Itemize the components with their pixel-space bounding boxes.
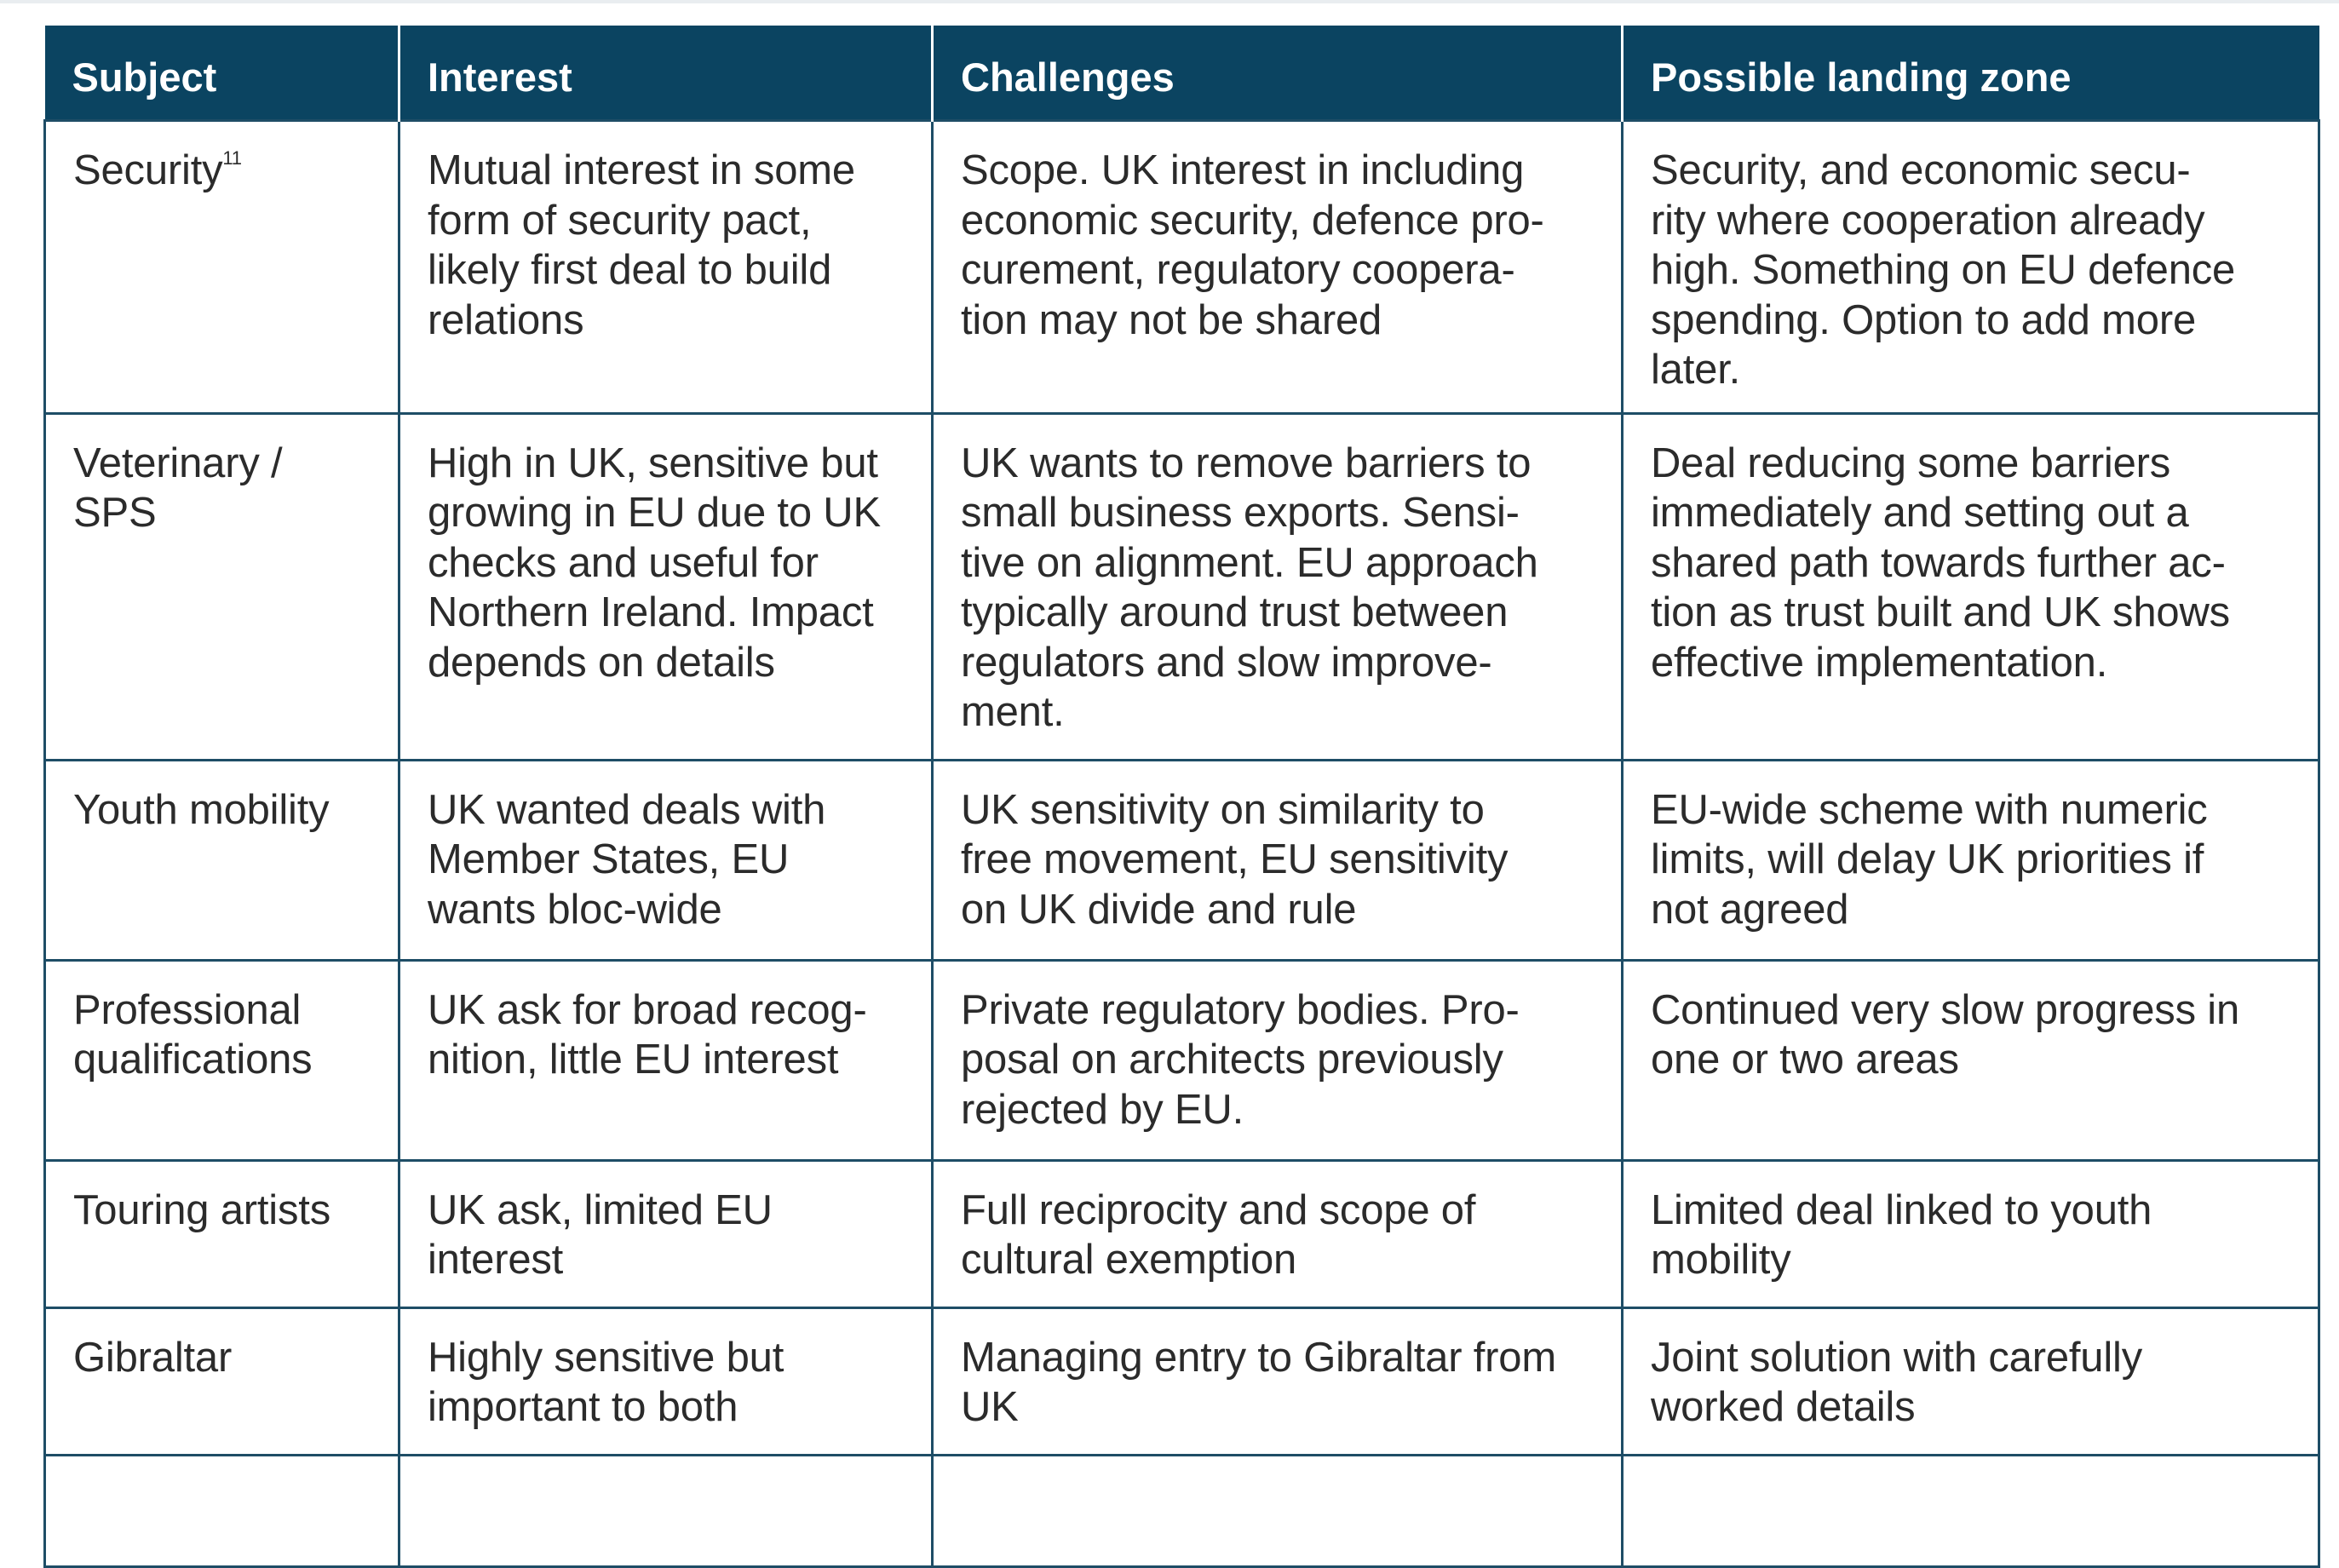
text-line: important to both	[428, 1384, 738, 1430]
challenges-cell	[933, 413, 1623, 760]
subject-cell	[45, 760, 399, 960]
column-header-landing-zone: Possible landing zone	[1623, 26, 2319, 121]
text-line: growing in EU due to UK	[428, 490, 881, 536]
text-line: relations	[428, 296, 584, 343]
subject-text: Touring artists	[73, 1186, 331, 1233]
text-line: UK	[961, 1384, 1019, 1430]
text-line: immediately and setting out a	[1651, 490, 2189, 536]
top-divider	[0, 0, 2339, 3]
subject-text: qualifications	[73, 1037, 313, 1083]
text-line: regulators and slow improve-	[961, 639, 1492, 686]
text-line: High in UK, sensitive but	[428, 439, 878, 486]
text-line: rejected by EU.	[961, 1086, 1244, 1133]
text-line: not agreed	[1651, 886, 1849, 933]
text-line: interest	[428, 1237, 564, 1283]
text-line: later.	[1651, 347, 1741, 393]
text-line: UK sensitivity on similarity to	[961, 786, 1485, 833]
text-line: Managing entry to Gibraltar from	[961, 1334, 1556, 1381]
landing-zone-cell	[1623, 760, 2319, 960]
text-line: mobility	[1651, 1237, 1791, 1283]
text-line: tive on alignment. EU approach	[961, 539, 1538, 586]
text-line: tion may not be shared	[961, 296, 1382, 343]
table-header-row	[45, 26, 2319, 121]
text-line: checks and useful for	[428, 539, 819, 586]
footnote-marker: 11	[222, 146, 242, 169]
subject-cell	[45, 1307, 399, 1455]
challenges-cell	[933, 760, 1623, 960]
table-row	[45, 760, 2319, 960]
text-line: high. Something on EU defence	[1651, 247, 2236, 293]
interest-cell	[399, 1160, 933, 1307]
text-line: wants bloc-wide	[428, 886, 722, 933]
text-line: free movement, EU sensitivity	[961, 836, 1509, 882]
subject-text: Gibraltar	[73, 1334, 233, 1381]
text-line: ment.	[961, 689, 1065, 735]
text-line: Security, and economic secu-	[1651, 147, 2191, 193]
subject-text: SPS	[73, 490, 157, 536]
text-line: Mutual interest in some	[428, 147, 855, 193]
text-line: depends on details	[428, 639, 775, 686]
subject-cell	[45, 1455, 399, 1566]
text-line: cultural exemption	[961, 1237, 1297, 1283]
landing-zone-cell	[1623, 960, 2319, 1160]
text-line: UK ask for broad recog-	[428, 986, 867, 1033]
interest-cell	[399, 1455, 933, 1566]
text-line: small business exports. Sensi-	[961, 490, 1520, 536]
landing-zone-cell	[1623, 1160, 2319, 1307]
table-row	[45, 960, 2319, 1160]
interest-cell	[399, 121, 933, 414]
text-line: likely first deal to build	[428, 247, 832, 293]
challenges-cell	[933, 121, 1623, 414]
subject-cell	[45, 121, 399, 414]
landing-zone-cell	[1623, 413, 2319, 760]
text-line: Northern Ireland. Impact	[428, 589, 874, 635]
landing-zone-cell	[1623, 1307, 2319, 1455]
text-line: Member States, EU	[428, 836, 790, 882]
challenges-cell	[933, 960, 1623, 1160]
text-line: typically around trust between	[961, 589, 1509, 635]
text-line: on UK divide and rule	[961, 886, 1357, 933]
table-row-cut-off	[45, 1455, 2319, 1566]
column-header-challenges: Challenges	[933, 26, 1623, 121]
text-line: rity where cooperation already	[1651, 197, 2205, 244]
text-line: UK wants to remove barriers to	[961, 439, 1532, 486]
text-line: posal on architects previously	[961, 1037, 1503, 1083]
text-line: UK ask, limited EU	[428, 1186, 773, 1233]
text-line: EU-wide scheme with numeric	[1651, 786, 2208, 833]
interest-cell	[399, 960, 933, 1160]
text-line: Scope. UK interest in including	[961, 147, 1525, 193]
text-line: worked details	[1651, 1384, 1916, 1430]
text-line: Private regulatory bodies. Pro-	[961, 986, 1520, 1033]
subject-cell	[45, 1160, 399, 1307]
text-line: Highly sensitive but	[428, 1334, 784, 1381]
text-line: shared path towards further ac-	[1651, 539, 2226, 586]
comparison-table	[43, 26, 2320, 1568]
text-line: one or two areas	[1651, 1037, 1959, 1083]
table-row	[45, 1307, 2319, 1455]
text-line: Full reciprocity and scope of	[961, 1186, 1476, 1233]
text-line: effective implementation.	[1651, 639, 2108, 686]
text-line: limits, will delay UK priorities if	[1651, 836, 2204, 882]
subject-cell	[45, 960, 399, 1160]
subject-text: Professional	[73, 986, 302, 1033]
column-header-interest: Interest	[399, 26, 933, 121]
landing-zone-cell	[1623, 1455, 2319, 1566]
subject-text: Veterinary /	[73, 439, 283, 486]
table-row	[45, 121, 2319, 414]
challenges-cell	[933, 1455, 1623, 1566]
text-line: UK wanted deals with	[428, 786, 826, 833]
interest-cell	[399, 760, 933, 960]
text-line: Continued very slow progress in	[1651, 986, 2240, 1033]
text-line: tion as trust built and UK shows	[1651, 589, 2230, 635]
text-line: Limited deal linked to youth	[1651, 1186, 2152, 1233]
subject-cell	[45, 413, 399, 760]
subject-text: Security	[73, 147, 223, 193]
interest-cell	[399, 413, 933, 760]
challenges-cell	[933, 1307, 1623, 1455]
text-line: economic security, defence pro-	[961, 197, 1544, 244]
subject-text: Youth mobility	[73, 786, 330, 833]
column-header-subject: Subject	[45, 26, 399, 121]
challenges-cell	[933, 1160, 1623, 1307]
interest-cell	[399, 1307, 933, 1455]
text-line: Joint solution with carefully	[1651, 1334, 2143, 1381]
text-line: curement, regulatory coopera-	[961, 247, 1515, 293]
text-line: form of security pact,	[428, 197, 812, 244]
table-row	[45, 1160, 2319, 1307]
landing-zone-cell	[1623, 121, 2319, 414]
text-line: Deal reducing some barriers	[1651, 439, 2171, 486]
table-row	[45, 413, 2319, 760]
text-line: spending. Option to add more	[1651, 296, 2196, 343]
text-line: nition, little EU interest	[428, 1037, 839, 1083]
